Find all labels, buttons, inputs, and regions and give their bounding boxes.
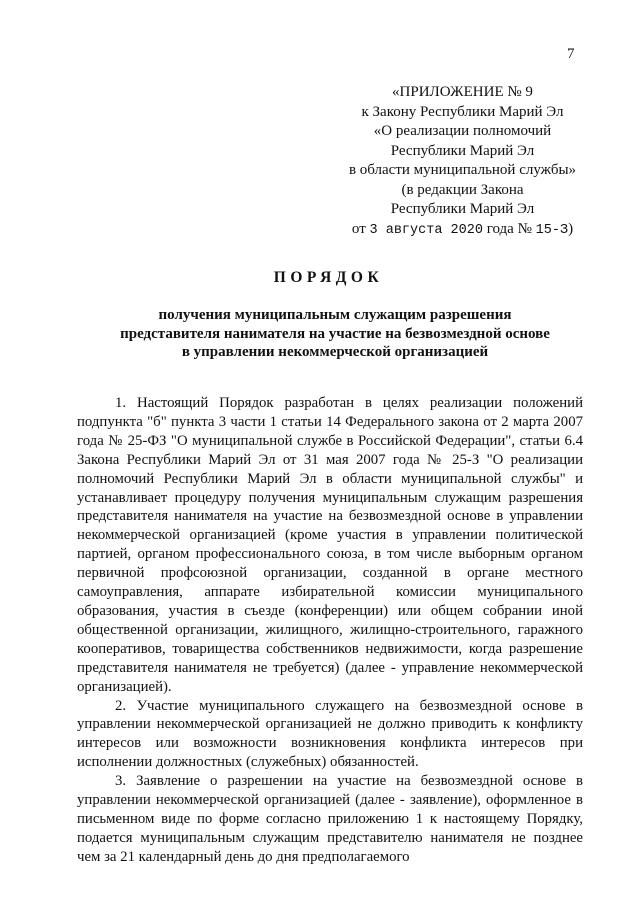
subtitle-line: представителя нанимателя на участие на безвозмездной основе [120, 325, 550, 342]
appendix-date-line [330, 220, 595, 241]
paragraph-3: 3. Заявление о разрешении на участие на безвозмездной основе в управлении некоммерческой организацией (далее - заявление), оформленное в письменном виде по форме согласно приложению 1 к настоящему Порядку, подается муниципальным служащим представителю нанимателя не позднее чем за 21 календарный день до дня предполагаемого [77, 773, 583, 865]
date-prefix: от [351, 220, 370, 237]
paragraph-1: 1. Настоящий Порядок разработан в целях реализации положений подпункта "б" пункта 3 части 1 статьи 14 Федерального закона от 2 марта 2007 года № 25-ФЗ "О муниципальной службе в Российской Федерации", статьи 6.4 Закона Республики Марий Эл от 31 мая 2007 года № 25-З "О реализации полномочий Республики Марий Эл в области муниципальной службы" и устанавливает процедуру получения муниципальным служащим разрешения представителя нанимателя на участие на безвозмездной основе в управлении некоммерческой организацией (кроме участия в управлении политической партией, органом профессионального союза, в том числе выборным органом первичной профсоюзной организации, созданной в органе местного самоуправления, аппарате избирательной комиссии муниципального образования, участия в съезде (конференции) или общем собрании иной общественной организации, жилищного, жилищно-строительного, гаражного кооперативов, товарищества собственников недвижимости, когда разрешение представителя нанимателя не требуется) (далее - управление некоммерческой организацией). [77, 395, 583, 695]
appendix-line: «ПРИЛОЖЕНИЕ № 9 [392, 84, 533, 100]
appendix-line: в области муниципальной службы» [348, 162, 577, 178]
date-mid: года № [482, 220, 536, 237]
appendix-line: «О реализации полномочий [373, 123, 552, 139]
page-number: 7 [567, 46, 575, 62]
appendix-line: к Закону Республики Марий Эл [361, 103, 564, 120]
date-suffix: ) [568, 220, 574, 237]
subtitle-line: в управлении некоммерческой организацией [181, 344, 489, 360]
appendix-line: Республики Марий Эл [390, 201, 535, 217]
law-number: 15-З [535, 222, 569, 238]
subtitle-line: получения муниципальным служащим разрешения [158, 307, 512, 323]
document-subtitle [100, 306, 570, 362]
appendix-line: (в редакции Закона [401, 181, 524, 198]
paragraph-2: 2. Участие муниципального служащего на безвозмездной основе в управлении некоммерческой организацией не должно приводить к конфликту интересов или возможности возникновения конфликта интересов при исполнении должностных (служебных) обязанностей. [77, 697, 583, 771]
law-date: 3 августа 2020 [369, 222, 483, 238]
appendix-header [330, 83, 595, 240]
appendix-line: Республики Марий Эл [390, 142, 535, 159]
document-body [77, 394, 583, 867]
document-title: ПОРЯДОК [273, 269, 384, 286]
